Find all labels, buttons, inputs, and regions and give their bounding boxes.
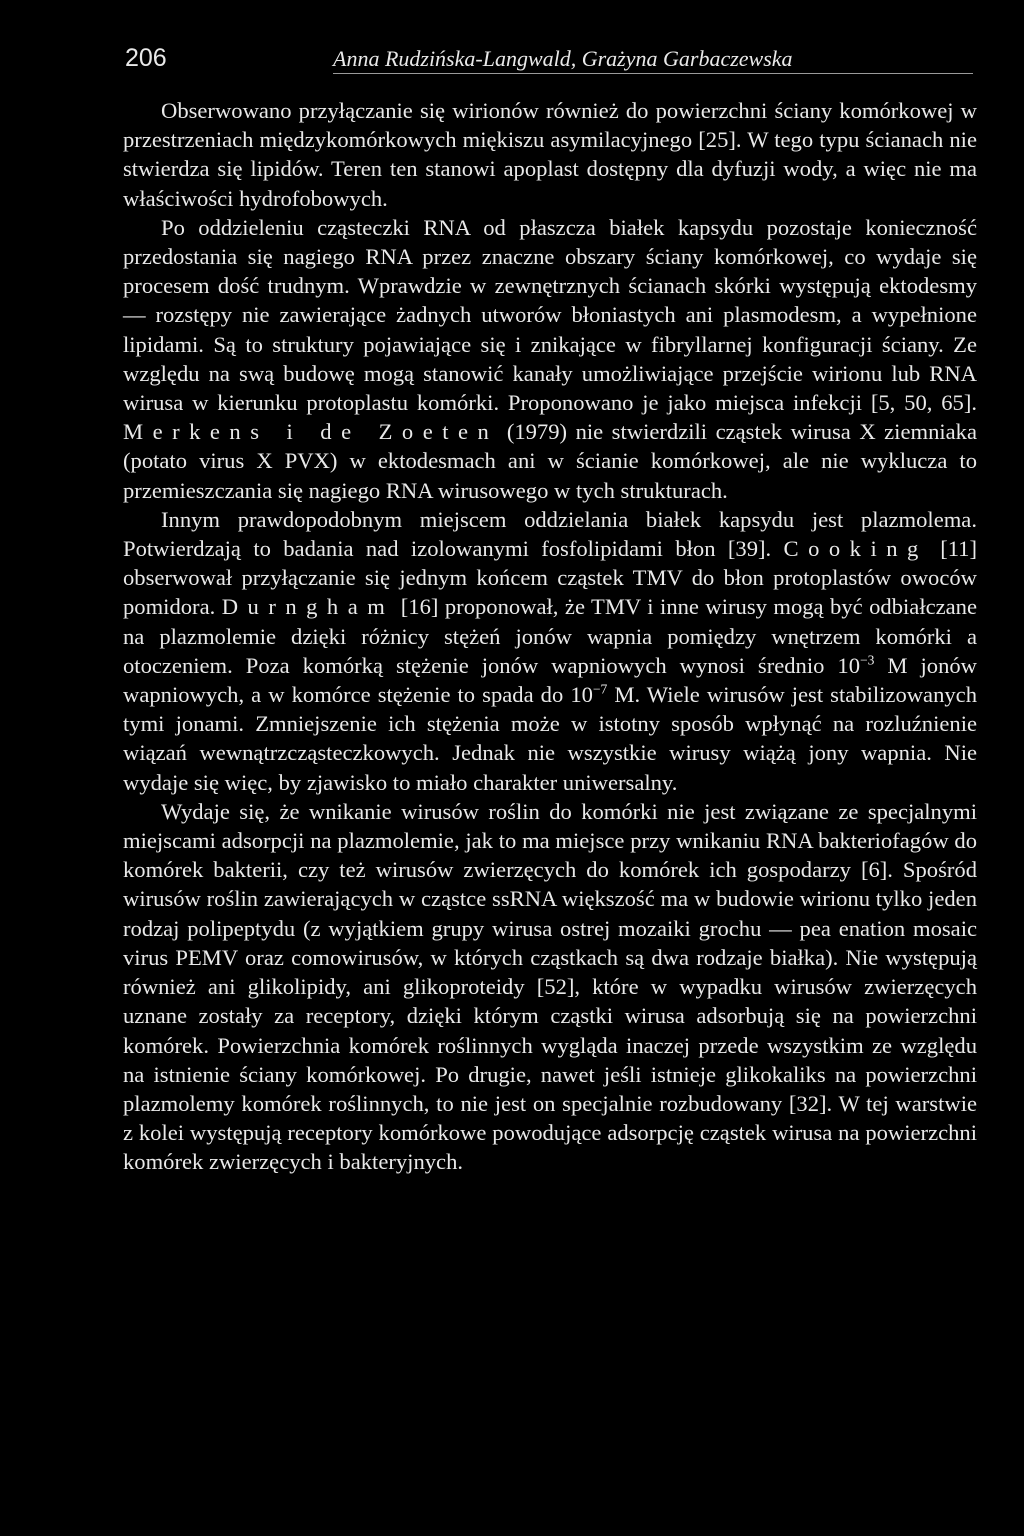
- superscript-exponent: −7: [592, 681, 608, 697]
- text-run: M. Wiele wirusów jest stabilizowanych tymi jonami. Zmniejszenie ich stężenia może w istotny sposób wpłynąć na rozluźnienie wiązań wewnątrzcząsteczkowych. Jednak nie wszystkie wirusy wiążą jony wapnia. Nie wydaje się więc, by zjawisko to miało charakter uniwersalny.: [123, 682, 978, 795]
- text-run: Po oddzieleniu cząsteczki RNA od płaszcza białek kapsydu pozostaje konieczność przedostania się nagiego RNA przez znaczne obszary ściany komórkowej, co wydaje się procesem dość trudnym. Wprawdzie w zewnętrznych ścianach skórki występują ektodesmy — rozstępy nie zawierające żadnych utworów błoniastych ani plasmodesm, a wypełnione lipidami. Są to struktury pojawiające się i znikające w fibryllarnej konfiguracji ściany. Ze względu na swą budowę mogą stanowić kanały umożliwiające przejście wirionu lub RNA wirusa w kierunku protoplastu komórki. Proponowano je jako miejsca infekcji [5, 50, 65].: [123, 214, 977, 416]
- author-name-spaced: Merkens i de Zoeten: [123, 419, 499, 445]
- text-run: Wydaje się, że wnikanie wirusów roślin do komórki nie jest związane ze specjalnymi miejscami adsorpcji na plazmolemie, jak to ma miejsce przy wnikaniu RNA bakteriofagów do komórek bakterii, czy też wirusów zwierzęcych do komórek ich gospodarzy [6]. Spośród wirusów roślin zawierających w cząstce ssRNA większość ma w budowie wirionu tylko jeden rodzaj polipeptydu (z wyjątkiem grupy wirusa ostrej mozaiki grochu — pea enation mosaic virus PEMV oraz comowirusów, w których cząstkach są dwa rodzaje białka). Nie występują również ani glikolipidy, ani glikoproteidy [52], które w wypadku wirusów zwierzęcych uznane zostały za receptory, dzięki którym cząstki wirusa adsorbują się na powierzchni komórek. Powierzchnia komórek roślinnych wygląda inaczej przede wszystkim ze względu na istnienie ściany komórkowej. Po drugie, nawet jeśli istnieje glikokaliks na powierzchni plazmolemy komórek roślinnych, to nie jest on specjalnie rozbudowany [32]. W tej warstwie z kolei występują receptory komórkowe powodujące adsorpcję cząstek wirusa na powierzchni komórek zwierzęcych i bakteryjnych.: [123, 798, 977, 1175]
- paragraph: [123, 505, 977, 797]
- text-run: [11] obserwował przyłączanie się jednym końcem cząstek TMV do błon protoplastów owoców pomidora.: [123, 536, 978, 620]
- text-run: [16] proponował, że TMV i inne wirusy mogą być odbiałczane na plazmolemie dzięki różnicy stężeń jonów wapnia pomiędzy wnętrzem komórki a otoczeniem. Poza komórką stężenie jonów wapniowych wynosi średnio 10: [123, 594, 978, 678]
- text-run: (1979) nie stwierdzili cząstek wirusa X ziemniaka (potato virus X PVX) w ektodesmach ani w ścianie komórkowej, ale nie wyklucza to przemieszczania się nagiego RNA wirusowego w tych strukturach.: [123, 419, 977, 503]
- running-head-authors: Anna Rudzińska-Langwald, Grażyna Garbaczewska: [333, 46, 793, 71]
- author-name-spaced: Cooking: [783, 536, 928, 562]
- header-rule: [333, 73, 973, 74]
- author-name-spaced: Durngham: [221, 594, 395, 620]
- text-run: Innym prawdopodobnym miejscem oddzielania białek kapsydu jest plazmolema. Potwierdzają to badania nad izolowanymi fosfolipidami błon [39].: [123, 506, 977, 562]
- page-header: [123, 40, 976, 80]
- paragraph: [123, 96, 977, 213]
- paragraph: [123, 797, 977, 1177]
- page-number: 206: [125, 44, 167, 72]
- body-text: [123, 96, 977, 1177]
- text-run: M jonów wapniowych, a w komórce stężenie to spada do 10: [123, 652, 977, 708]
- superscript-exponent: −3: [860, 652, 875, 668]
- text-run: Obserwowano przyłączanie się wirionów również do powierzchni ściany komórkowej w przestrzeniach międzykomórkowych miękiszu asymilacyjnego [25]. W tego typu ścianach nie stwierdza się lipidów. Teren ten stanowi apoplast dostępny dla dyfuzji wody, a więc nie ma właściwości hydrofobowych.: [123, 98, 977, 211]
- paragraph: [123, 213, 977, 505]
